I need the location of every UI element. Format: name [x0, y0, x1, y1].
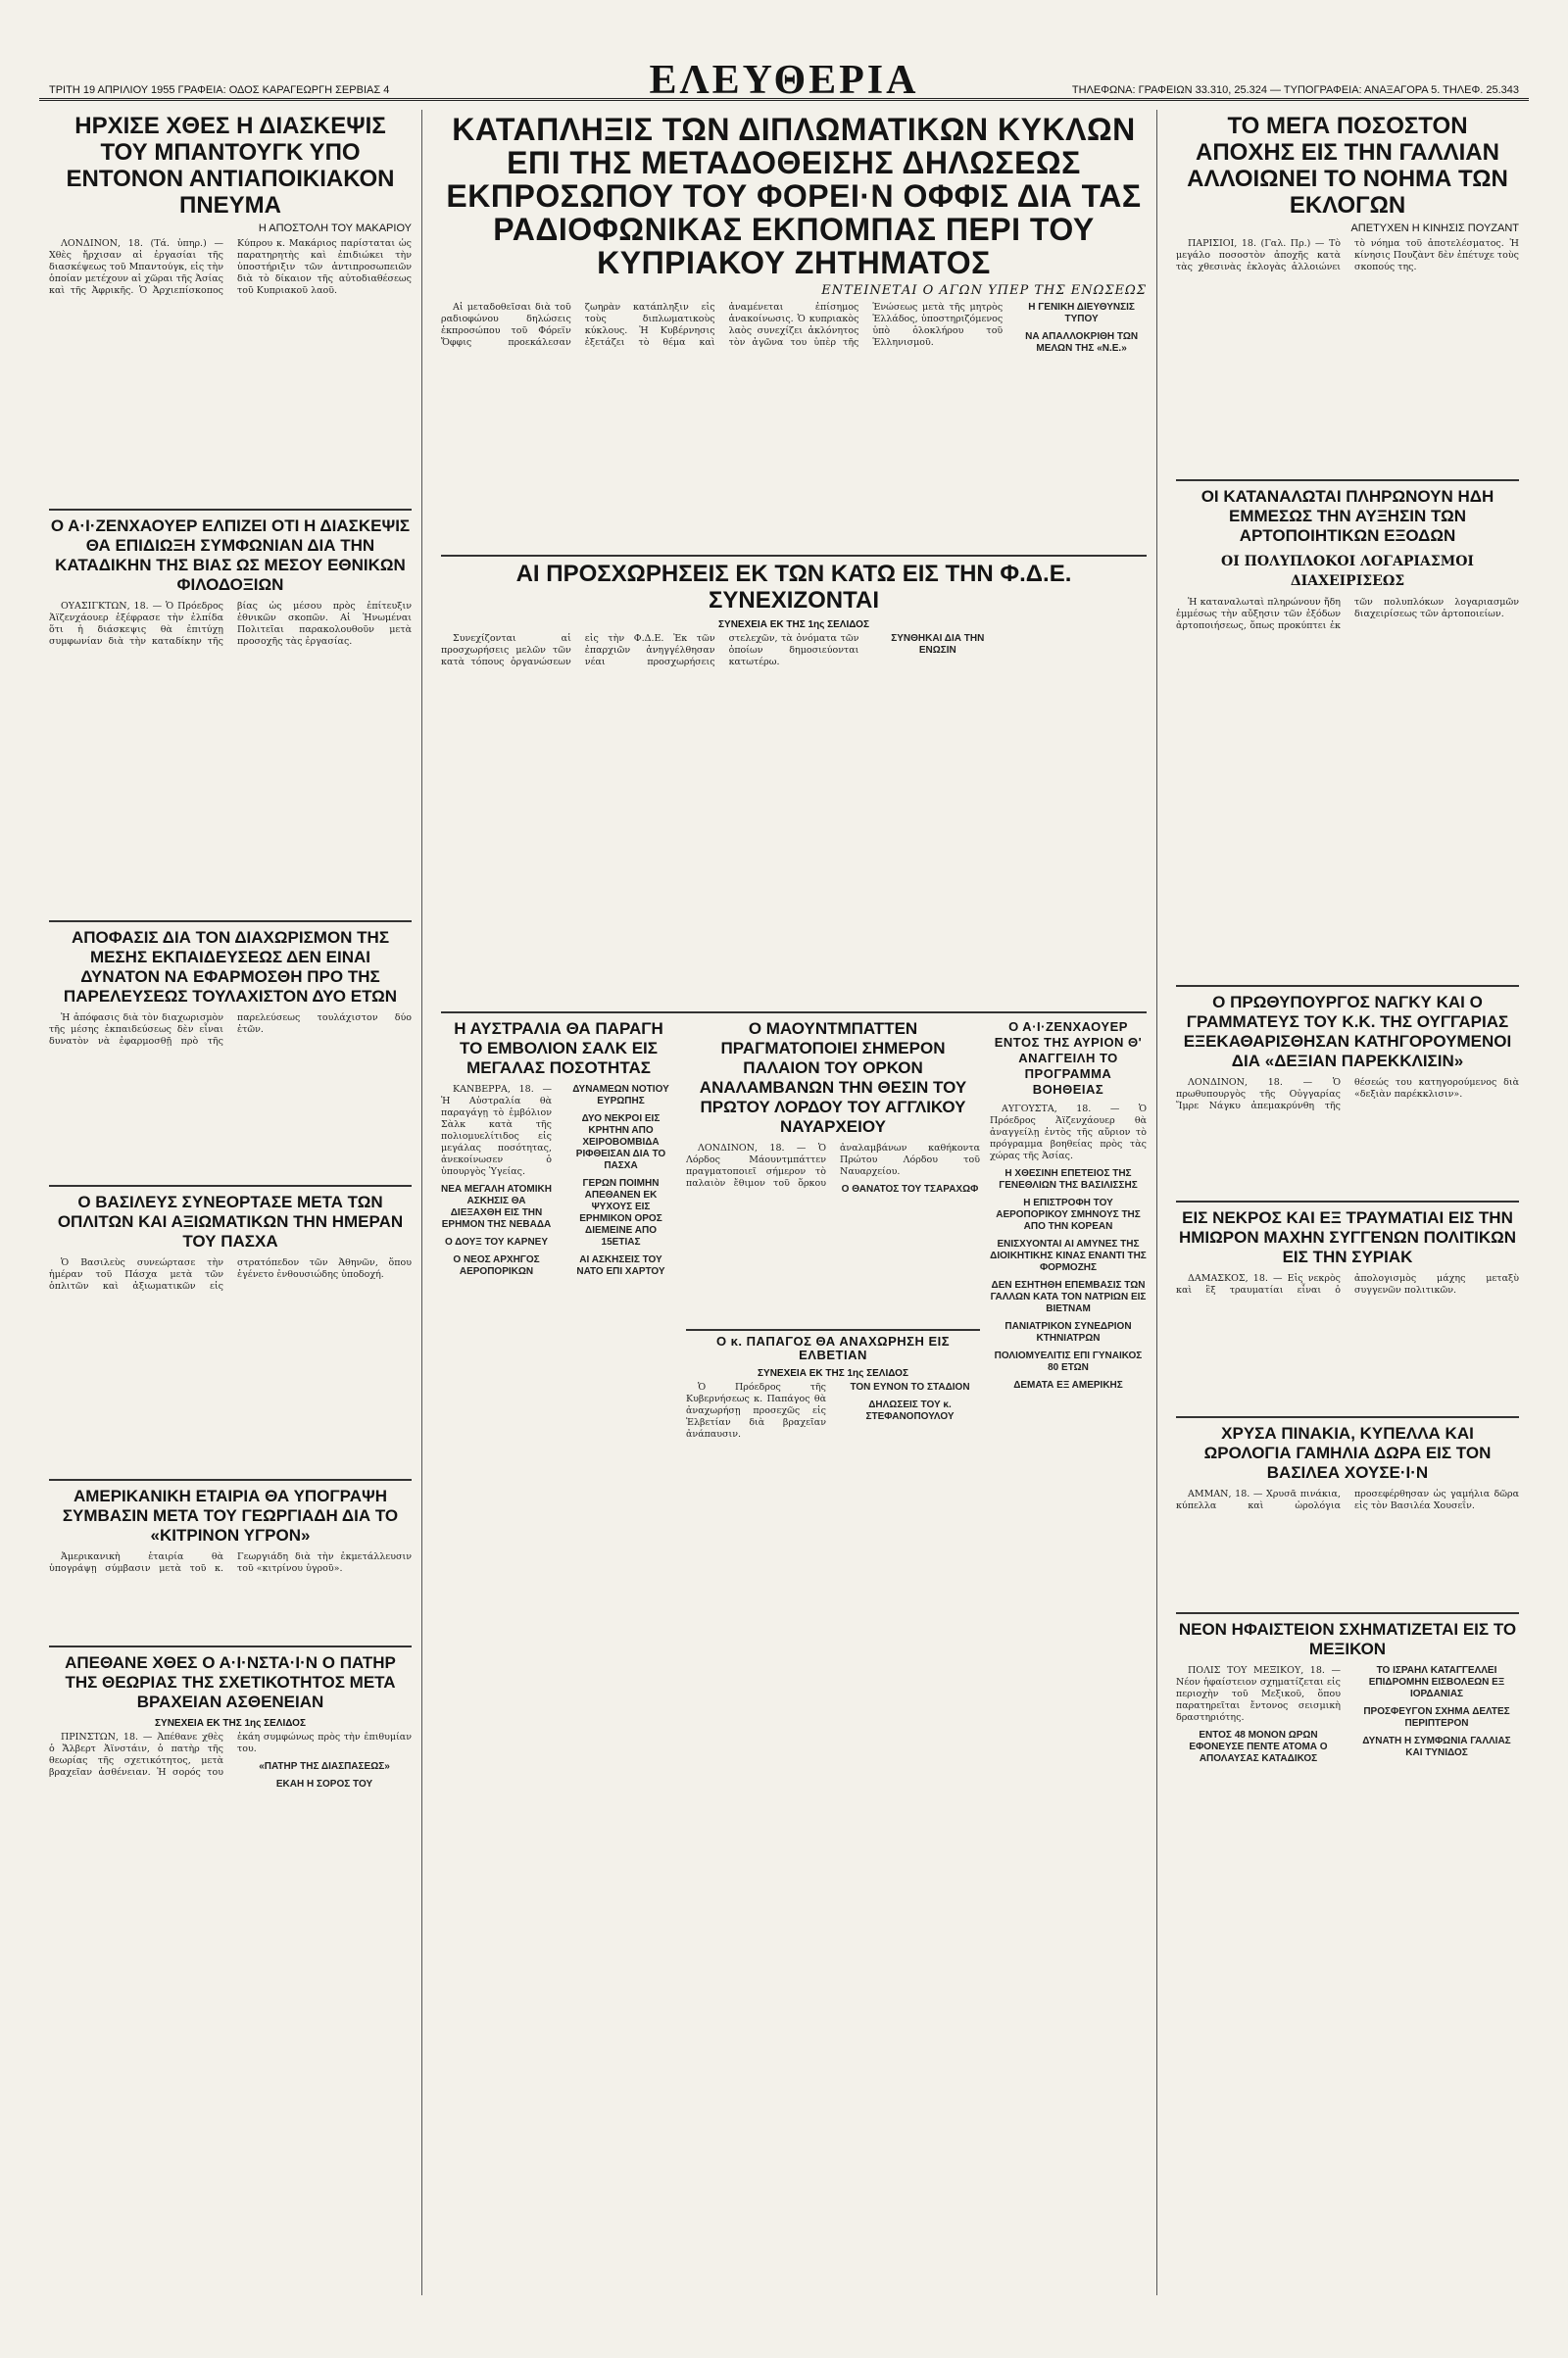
center-column: [431, 113, 1156, 2358]
continuation-label: ΣΥΝΕΧΕΙΑ ΕΚ ΤΗΣ 1ης ΣΕΛΙΔΟΣ: [718, 619, 869, 630]
article-body: [49, 1551, 412, 1640]
paragraph: ΟΥΑΣΙΓΚΤΩΝ, 18. — Ὁ Πρόεδρος Ἀϊζενχάουερ ἐξέφρασε τὴν ἐλπίδα ὅτι ἡ διάσκεψις θὰ ἐπιτύχῃ συμφωνίαν διὰ τὴν καταδίκην τῆς βίας ὡς μέσου πρὸς ἐπίτευξιν ἐθνικῶν σκοπῶν. Αἱ Ἠνωμέναι Πολιτεῖαι παρακολουθοῦν μετὰ προσοχῆς τὰς ἐργασίας.: [49, 601, 412, 647]
article-bread: [1176, 487, 1519, 979]
divider: [49, 1646, 412, 1647]
continuation-label: ΣΥΝΕΧΕΙΑ ΕΚ ΤΗΣ 1ης ΣΕΛΙΔΟΣ: [155, 1718, 306, 1729]
headline: Ο ΠΡΩΘΥΠΟΥΡΓΟΣ ΝΑΓΚΥ ΚΑΙ Ο ΓΡΑΜΜΑΤΕΥΣ ΤΟΥ Κ.Κ. ΤΗΣ ΟΥΓΓΑΡΙΑΣ ΕΞΕΚΑΘΑΡΙΣΘΗΣΑΝ ΚΑΤΗΓΟΡΟΥΜΕΝΟΙ ΔΙΑ «ΔΕΞΙΑΝ ΠΑΡΕΚΚΛΙΣΙΝ»: [1183, 993, 1512, 1070]
column-rule: [421, 110, 422, 2295]
lead-headline: ΚΑΤΑΠΛΗΞΙΣ ΤΩΝ ΔΙΠΛΩΜΑΤΙΚΩΝ ΚΥΚΛΩΝ ΕΠΙ ΤΗΣ ΜΕΤΑΔΟΘΕΙΣΗΣ ΔΗΛΩΣΕΩΣ ΕΚΠΡΟΣΩΠΟΥ ΤΟΥ ΦΟΡΕΙ·Ν ΟΦΦΙΣ ΔΙΑ ΤΑΣ ΡΑΔΙΟΦΩΝΙΚΑΣ ΕΚΠΟΜΠΑΣ ΠΕΡΙ ΤΟΥ ΚΥΠΡΙΑΚΟΥ ΖΗΤΗΜΑΤΟΣ: [446, 112, 1142, 280]
paragraph: Συνεχίζονται αἱ προσχωρήσεις μελῶν τῶν κατὰ τόπους ὀργανώσεων εἰς τὴν Φ.Δ.Ε. Ἐκ τῶν ἐπαρχιῶν ἀνηγγέλθησαν νέαι προσχωρήσεις στελεχῶν, τὰ ὀνόματα τῶν ὁποίων δημοσιεύονται κατωτέρω.: [441, 633, 859, 667]
subhead: ΤΟΝ ΕΥΝΟΝ ΤΟ ΣΤΑΔΙΟΝ: [850, 1382, 970, 1393]
headline: ΑΜΕΡΙΚΑΝΙΚΗ ΕΤΑΙΡΙΑ ΘΑ ΥΠΟΓΡΑΨΗ ΣΥΜΒΑΣΙΝ ΜΕΤΑ ΤΟΥ ΓΕΩΡΓΙΑΔΗ ΔΙΑ ΤΟ «ΚΙΤΡΙΝΟΝ ΥΓΡΟΝ»: [62, 1487, 399, 1545]
article-lead: [441, 113, 1147, 547]
article-body: [1176, 1665, 1519, 2292]
article-einstein: [49, 1653, 412, 2281]
paragraph: Αἱ μεταδοθεῖσαι διὰ τοῦ ραδιοφώνου δηλώσεις ἐκπροσώπου τοῦ Φόρεϊν Ὄφφις προεκάλεσαν ζωηρὰν κατάπληξιν εἰς τοὺς διπλωματικοὺς κύκλους. Ἡ Κυβέρνησις ἐξετάζει τὸ θέμα καὶ ἀναμένεται ἐπίσημος ἀνακοίνωσις. Ὁ κυπριακὸς λαὸς συνεχίζει ἀκλόνητος τὸν ἀγῶνα του ὑπὲρ τῆς Ἑνώσεως μετὰ τῆς μητρὸς Ἑλλάδος, ὑποστηριζόμενος ὑπὸ ὁλοκλήρου τοῦ Ἑλληνισμοῦ.: [441, 302, 1004, 348]
article-gifts: [1176, 1424, 1519, 1606]
subhead: ΑΙ ΑΣΚΗΣΕΙΣ ΤΟΥ ΝΑΤΟ ΕΠΙ ΧΑΡΤΟΥ: [576, 1254, 665, 1277]
masthead: [39, 0, 1529, 101]
contact-phones: ΤΗΛΕΦΩΝΑ: ΓΡΑΦΕΙΩΝ 33.310, 25.324 — ΤΥΠΟΓΡΑΦΕΙΑ: ΑΝΑΞΑΓΟΡΑ 5. ΤΗΛΕΦ. 25.343: [1071, 84, 1519, 96]
paragraph: ΛΟΝΔΙΝΟΝ, 18. — Ὁ Λόρδος Μάουντμπάττεν πραγματοποιεῖ σήμερον τὸ παλαιὸν ἔθιμον τοῦ ὅρκου ἀναλαμβάνων καθήκοντα Πρώτου Λόρδου τοῦ Ναυαρχείου.: [686, 1143, 980, 1189]
article-france: [1176, 113, 1519, 473]
headline: Ο Α·Ι·ΖΕΝΧΑΟΥΕΡ ΕΝΤΟΣ ΤΗΣ ΑΥΡΙΟΝ Θ' ΑΝΑΓΓΕΙΛΗ ΤΟ ΠΡΟΓΡΑΜΜΑ ΒΟΗΘΕΙΑΣ: [994, 1019, 1143, 1097]
subhead: ΔΥΟ ΝΕΚΡΟΙ ΕΙΣ ΚΡΗΤΗΝ ΑΠΟ ΧΕΙΡΟΒΟΜΒΙΔΑ ΡΙΦΘΕΙΣΑΝ ΔΙΑ ΤΟ ΠΑΣΧΑ: [575, 1113, 666, 1171]
paragraph: ΔΑΜΑΣΚΟΣ, 18. — Εἷς νεκρὸς καὶ ἓξ τραυματίαι εἶναι ὁ ἀπολογισμὸς μάχης μεταξὺ συγγενῶν πολιτικῶν.: [1176, 1273, 1519, 1296]
article-mexico: [1176, 1620, 1519, 2292]
paragraph: Ὁ Πρόεδρος τῆς Κυβερνήσεως κ. Παπάγος θὰ ἀναχωρήσῃ προσεχῶς εἰς Ἑλβετίαν διὰ βραχεῖαν ἀνάπαυσιν.: [686, 1382, 826, 1440]
paragraph: ΠΡΙΝΣΤΩΝ, 18. — Ἀπέθανε χθὲς ὁ Ἄλβερτ Ἀϊνστάιν, ὁ πατὴρ τῆς θεωρίας τῆς σχετικότητος, μετὰ βραχεῖαν ἀσθένειαν. Ἡ σορός του ἐκάη συμφώνως πρὸς τὴν ἐπιθυμίαν του.: [49, 1732, 412, 1778]
column-rule: [1156, 110, 1157, 2295]
article-body: [49, 1732, 412, 2281]
subhead: ΤΟ ΙΣΡΑΗΛ ΚΑΤΑΓΓΕΛΛΕΙ ΕΠΙΔΡΟΜΗΝ ΕΙΣΒΟΛΕΩΝ ΕΞ ΙΟΡΔΑΝΙΑΣ: [1368, 1665, 1505, 1699]
headline: Ο ΒΑΣΙΛΕΥΣ ΣΥΝΕΟΡΤΑΣΕ ΜΕΤΑ ΤΩΝ ΟΠΛΙΤΩΝ ΚΑΙ ΑΞΙΩΜΑΤΙΚΩΝ ΤΗΝ ΗΜΕΡΑΝ ΤΟΥ ΠΑΣΧΑ: [57, 1193, 404, 1251]
subhead: ΝΑ ΑΠΑΛΛΟΚΡΙΘΗ ΤΩΝ ΜΕΛΩΝ ΤΗΣ «Ν.Ε.»: [1025, 331, 1139, 354]
paragraph: Ἡ ἀπόφασις διὰ τὸν διαχωρισμὸν τῆς μέσης ἐκπαιδεύσεως δὲν εἶναι δυνατὸν νὰ ἐφαρμοσθῇ πρὸ τῆς παρελεύσεως τουλάχιστον δύο ἐτῶν.: [49, 1012, 412, 1047]
headline: Ο ΜΑΟΥΝΤΜΠΑΤΤΕΝ ΠΡΑΓΜΑΤΟΠΟΙΕΙ ΣΗΜΕΡΟΝ ΠΑΛΑΙΟΝ ΤΟΥ ΟΡΚΟΝ ΑΝΑΛΑΜΒΑΝΩΝ ΤΗΝ ΘΕΣΙΝ ΤΟΥ ΠΡΩΤΟΥ ΛΟΡΔΟΥ ΤΟΥ ΑΓΓΛΙΚΟΥ ΝΑΥΑΡΧΕΙΟΥ: [699, 1019, 967, 1136]
article-body: [49, 1257, 412, 1473]
subhead: Η ΧΘΕΣΙΝΗ ΕΠΕΤΕΙΟΣ ΤΗΣ ΓΕΝΕΘΛΙΩΝ ΤΗΣ ΒΑΣΙΛΙΣΣΗΣ: [999, 1168, 1138, 1191]
subhead: Η ΓΕΝΙΚΗ ΔΙΕΥΘΥΝΣΙΣ ΤΥΠΟΥ: [1028, 302, 1135, 324]
divider: [49, 920, 412, 922]
divider: [49, 1479, 412, 1481]
article-syria: [1176, 1208, 1519, 1410]
subheadline: ΟΙ ΠΟΛΥΠΛΟΚΟΙ ΛΟΓΑΡΙΑΣΜΟΙ ΔΙΑΧΕΙΡΙΣΕΩΣ: [1221, 554, 1474, 589]
article-aid: [990, 1019, 1147, 2201]
divider: [49, 509, 412, 511]
headline: ΤΟ ΜΕΓΑ ΠΟΣΟΣΤΟΝ ΑΠΟΧΗΣ ΕΙΣ ΤΗΝ ΓΑΛΛΙΑΝ ΑΛΛΟΙΩΝΕΙ ΤΟ ΝΟΗΜΑ ΤΩΝ ΕΚΛΟΓΩΝ: [1187, 113, 1508, 219]
headline: Ο Α·Ι·ΖΕΝΧΑΟΥΕΡ ΕΛΠΙΖΕΙ ΟΤΙ Η ΔΙΑΣΚΕΨΙΣ ΘΑ ΕΠΙΔΙΩΞΗ ΣΥΜΦΩΝΙΑΝ ΔΙΑ ΤΗΝ ΚΑΤΑΔΙΚΗΝ ΤΗΣ ΒΙΑΣ ΩΣ ΜΕΣΟΥ ΕΘΝΙΚΩΝ ΦΙΛΟΔΟΞΙΩΝ: [50, 516, 411, 594]
lead-subheadline: ΕΝΤΕΙΝΕΤΑΙ Ο ΑΓΩΝ ΥΠΕΡ ΤΗΣ ΕΝΩΣΕΩΣ: [821, 283, 1147, 298]
subhead: ΠΡΟΣΦΕΥΓΟΝ ΣΧΗΜΑ ΔΕΛΤΕΣ ΠΕΡΙΠΤΕΡΟΝ: [1363, 1706, 1510, 1729]
article-adenauer: [49, 516, 412, 914]
paragraph: ΠΑΡΙΣΙΟΙ, 18. (Γαλ. Πρ.) — Τὸ μεγάλο ποσοστὸν ἀποχῆς κατὰ τὰς χθεσινὰς ἐκλογὰς ἀλλοιώνει τὸ νόημα τοῦ ἀποτελέσματος. Ἡ κίνησις Πουζὰντ δὲν ἐπέτυχε τοὺς σκοπούς της.: [1176, 238, 1519, 272]
divider: [49, 1185, 412, 1187]
divider: [441, 1011, 1147, 1013]
subhead: ΠΑΝΙΑΤΡΙΚΟΝ ΣΥΝΕΔΡΙΟΝ ΚΤΗΝΙΑΤΡΩΝ: [1004, 1321, 1132, 1344]
paragraph: ΠΟΛΙΣ ΤΟΥ ΜΕΞΙΚΟΥ, 18. — Νέον ἡφαίστειον σχηματίζεται εἰς περιοχὴν τοῦ Μεξικοῦ, ὅπου παρατηρεῖται ἔντονος σεισμικὴ δραστηριότης.: [1176, 1665, 1341, 1723]
headline: ΗΡΧΙΣΕ ΧΘΕΣ Η ΔΙΑΣΚΕΨΙΣ ΤΟΥ ΜΠΑΝΤΟΥΓΚ ΥΠΟ ΕΝΤΟΝΟΝ ΑΝΤΙΑΠΟΙΚΙΑΚΟΝ ΠΝΕΥΜΑ: [66, 113, 395, 219]
dateline: ΤΡΙΤΗ 19 ΑΠΡΙΛΙΟΥ 1955 ΓΡΑΦΕΙΑ: ΟΔΟΣ ΚΑΡΑΓΕΩΡΓΗ ΣΕΡΒΙΑΣ 4: [49, 84, 390, 96]
article-body: [441, 302, 1147, 547]
article-australia: [441, 1019, 676, 2358]
article-nagy: [1176, 993, 1519, 1195]
article-american: [49, 1487, 412, 1640]
article-body: [990, 1104, 1147, 2201]
subhead: ΔΕΝ ΕΣΗΤΗΘΗ ΕΠΕΜΒΑΣΙΣ ΤΩΝ ΓΑΛΛΩΝ ΚΑΤΑ ΤΟΝ ΝΑΤΡΙΩΝ ΕΙΣ ΒΙΕΤΝΑΜ: [990, 1280, 1147, 1314]
article-makarios: [49, 113, 412, 503]
article-mountbatten: [686, 1019, 980, 2201]
article-body: [1176, 1489, 1519, 1606]
headline: ΝΕΟΝ ΗΦΑΙΣΤΕΙΟΝ ΣΧΗΜΑΤΙΖΕΤΑΙ ΕΙΣ ΤΟ ΜΕΞΙΚΟΝ: [1178, 1620, 1517, 1658]
subhead: Ο ΔΟΥΞ ΤΟΥ ΚΑΡΝΕΥ: [444, 1237, 549, 1248]
subhead: ΕΚΑΗ Η ΣΟΡΟΣ ΤΟΥ: [275, 1779, 373, 1790]
article-body: [1176, 1077, 1519, 1195]
subhead: ΔΥΝΑΤΗ Η ΣΥΜΦΩΝΙΑ ΓΑΛΛΙΑΣ ΚΑΙ ΤΥΝΙΔΟΣ: [1362, 1736, 1511, 1758]
subhead: Ο ΘΑΝΑΤΟΣ ΤΟΥ ΤΣΑΡΑΧΩΦ: [841, 1184, 979, 1195]
subhead: ΝΕΑ ΜΕΓΑΛΗ ΑΤΟΜΙΚΗ ΑΣΚΗΣΙΣ ΘΑ ΔΙΕΞΑΧΘΗ ΕΙΣ ΤΗΝ ΕΡΗΜΟΝ ΤΗΣ ΝΕΒΑΔΑ: [441, 1184, 552, 1230]
headline: Η ΑΥΣΤΡΑΛΙΑ ΘΑ ΠΑΡΑΓΗ ΤΟ ΕΜΒΟΛΙΟΝ ΣΑΛΚ ΕΙΣ ΜΕΓΑΛΑΣ ΠΟΣΟΤΗΤΑΣ: [454, 1019, 663, 1077]
right-column: [1166, 113, 1529, 2292]
article-king: [49, 1193, 412, 1473]
article-education: [49, 928, 412, 1179]
subhead: ΕΝΙΣΧΥΟΝΤΑΙ ΑΙ ΑΜΥΝΕΣ ΤΗΣ ΔΙΟΙΚΗΤΙΚΗΣ ΚΙΝΑΣ ΕΝΑΝΤΙ ΤΗΣ ΦΟΡΜΟΖΗΣ: [990, 1239, 1147, 1273]
subhead: ΕΝΤΟΣ 48 ΜΟΝΟΝ ΩΡΩΝ ΕΦΟΝΕΥΣΕ ΠΕΝΤΕ ΑΤΟΜΑ Ο ΑΠΟΛΑΥΣΑΣ ΚΑΤΑΔΙΚΟΣ: [1189, 1730, 1328, 1764]
paragraph: ΛΟΝΔΙΝΟΝ, 18. (Τά. ὑπηρ.) — Χθὲς ἤρχισαν αἱ ἐργασίαι τῆς διασκέψεως τοῦ Μπαντούγκ, εἰς τὴν ὁποίαν μετέχουν αἱ χῶραι τῆς Ἀσίας καὶ τῆς Ἀφρικῆς. Ὁ Ἀρχιεπίσκοπος Κύπρου κ. Μακάριος παρίσταται ὡς παρατηρητὴς καὶ ἐπιδιώκει τὴν ὑποστήριξιν τῶν ἀντιπροσωπειῶν διὰ τὸ δίκαιον τῆς αὐτοδιαθέσεως τοῦ Κυπριακοῦ λαοῦ.: [49, 238, 412, 296]
headline: ΟΙ ΚΑΤΑΝΑΛΩΤΑΙ ΠΛΗΡΩΝΟΥΝ ΗΔΗ ΕΜΜΕΣΩΣ ΤΗΝ ΑΥΞΗΣΙΝ ΤΩΝ ΑΡΤΟΠΟΙΗΤΙΚΩΝ ΕΞΟΔΩΝ: [1200, 487, 1494, 545]
article-body: [441, 633, 1147, 1006]
left-column: [39, 113, 421, 2281]
paragraph: Ὁ Βασιλεὺς συνεώρτασε τὴν ἡμέραν τοῦ Πάσχα μετὰ τῶν ὁπλιτῶν καὶ ἀξιωματικῶν εἰς στρατόπεδον τῶν Ἀθηνῶν, ὅπου ἐγένετο ἐνθουσιώδης ὑποδοχή.: [49, 1257, 412, 1292]
subhead: Ο ΝΕΟΣ ΑΡΧΗΓΟΣ ΑΕΡΟΠΟΡΙΚΩΝ ΔΥΝΑΜΕΩΝ ΝΟΤΙΟΥ ΕΥΡΩΠΗΣ: [453, 1084, 669, 1277]
continuation-label: ΣΥΝΕΧΕΙΑ ΕΚ ΤΗΣ 1ης ΣΕΛΙΔΟΣ: [758, 1368, 908, 1379]
headline: ΧΡΥΣΑ ΠΙΝΑΚΙΑ, ΚΥΠΕΛΛΑ ΚΑΙ ΩΡΟΛΟΓΙΑ ΓΑΜΗΛΙΑ ΔΩΡΑ ΕΙΣ ΤΟΝ ΒΑΣΙΛΕΑ ΧΟΥΣΕ·Ι·Ν: [1203, 1424, 1492, 1482]
article-body: [49, 238, 412, 503]
paragraph: Ἀμερικανικὴ ἑταιρία θὰ ὑπογράψῃ σύμβασιν μετὰ τοῦ κ. Γεωργιάδη διὰ τὴν ἐκμετάλλευσιν τοῦ «κιτρίνου ὑγροῦ».: [49, 1551, 412, 1574]
article-fde: [441, 561, 1147, 1006]
headline: ΑΙ ΠΡΟΣΧΩΡΗΣΕΙΣ ΕΚ ΤΩΝ ΚΑΤΩ ΕΙΣ ΤΗΝ Φ.Δ.Ε. ΣΥΝΕΧΙΖΟΝΤΑΙ: [515, 561, 1072, 614]
headline: Ο κ. ΠΑΠΑΓΟΣ ΘΑ ΑΝΑΧΩΡΗΣΗ ΕΙΣ ΕΛΒΕΤΙΑΝ: [715, 1334, 951, 1362]
subhead: ΠΟΛΙΟΜΥΕΛΙΤΙΣ ΕΠΙ ΓΥΝΑΙΚΟΣ 80 ΕΤΩΝ: [994, 1351, 1143, 1373]
subhead: ΔΗΛΩΣΕΙΣ ΤΟΥ κ. ΣΤΕΦΑΝΟΠΟΥΛΟΥ: [865, 1400, 955, 1422]
subhead: ΔΕΜΑΤΑ ΕΞ ΑΜΕΡΙΚΗΣ: [1013, 1380, 1123, 1391]
subhead: Η ΕΠΙΣΤΡΟΦΗ ΤΟΥ ΑΕΡΟΠΟΡΙΚΟΥ ΣΜΗΝΟΥΣ ΤΗΣ ΑΠΟ ΤΗΝ ΚΟΡΕΑΝ: [996, 1198, 1141, 1232]
paragraph: Ἡ καταναλωταὶ πληρώνουν ἤδη ἐμμέσως τὴν αὔξησιν τῶν ἐξόδων ἀρτοποιήσεως, ὅπως προκύπτει ἐκ τῶν πολυπλόκων λογαριασμῶν διαχειρίσεως τῶν ἀρτοποιείων.: [1176, 597, 1519, 631]
article-body: [441, 1084, 676, 2358]
article-body: [49, 1012, 412, 1179]
article-body: [1176, 597, 1519, 979]
byline: ΑΠΕΤΥΧΕΝ Η ΚΙΝΗΣΙΣ ΠΟΥΖΑΝΤ: [1350, 222, 1519, 234]
headline: ΑΠΕΘΑΝΕ ΧΘΕΣ Ο Α·Ι·ΝΣΤΑ·Ι·Ν Ο ΠΑΤΗΡ ΤΗΣ ΘΕΩΡΙΑΣ ΤΗΣ ΣΧΕΤΙΚΟΤΗΤΟΣ ΜΕΤΑ ΒΡΑΧΕΙΑΝ ΑΣΘΕΝΕΙΑΝ: [65, 1653, 396, 1711]
subhead: ΓΕΡΩΝ ΠΟΙΜΗΝ ΑΠΕΘΑΝΕΝ ΕΚ ΨΥΧΟΥΣ ΕΙΣ ΕΡΗΜΙΚΟΝ ΟΡΟΣ ΔΙΕΜΕΙΝΕ ΑΠΟ 15ΕΤΙΑΣ: [579, 1178, 662, 1248]
lower-center: [441, 1019, 1147, 2358]
paragraph: ΛΟΝΔΙΝΟΝ, 18. — Ὁ πρωθυπουργὸς τῆς Οὐγγαρίας Ἴμρε Νάγκυ ἀπεμακρύνθη τῆς θέσεώς του κατηγορούμενος διὰ «δεξιὰν παρέκκλισιν».: [1176, 1077, 1519, 1111]
byline: Η ΑΠΟΣΤΟΛΗ ΤΟΥ ΜΑΚΑΡΙΟΥ: [258, 222, 412, 234]
article-body: [1176, 1273, 1519, 1410]
paragraph: ΑΥΓΟΥΣΤΑ, 18. — Ὁ Πρόεδρος Ἀϊζενχάουερ θὰ ἀναγγείλῃ ἐντὸς τῆς αὔριον τὸ πρόγραμμα βοηθείας πρὸς τὰς χώρας τῆς Ἀσίας.: [990, 1104, 1147, 1161]
center-right-stack: [686, 1019, 1147, 2358]
headline: ΕΙΣ ΝΕΚΡΟΣ ΚΑΙ ΕΞ ΤΡΑΥΜΑΤΙΑΙ ΕΙΣ ΤΗΝ ΗΜΙΩΡΟΝ ΜΑΧΗΝ ΣΥΓΓΕΝΩΝ ΠΟΛΙΤΙΚΩΝ ΕΙΣ ΤΗΝ ΣΥΡΙΑΚ: [1178, 1208, 1517, 1266]
newspaper-title: ΕΛΕΥΘΕΡΙΑ: [649, 58, 919, 103]
paragraph: ΚΑΝΒΕΡΡΑ, 18. — Ἡ Αὐστραλία θὰ παραγάγῃ τὸ ἐμβόλιον Σὰλκ κατὰ τῆς πολιομυελίτιδος εἰς μεγάλας ποσότητας, ἀνεκοίνωσεν ὁ ὑπουργὸς Ὑγείας.: [441, 1084, 552, 1177]
headline: ΑΠΟΦΑΣΙΣ ΔΙΑ ΤΟΝ ΔΙΑΧΩΡΙΣΜΟΝ ΤΗΣ ΜΕΣΗΣ ΕΚΠΑΙΔΕΥΣΕΩΣ ΔΕΝ ΕΙΝΑΙ ΔΥΝΑΤΟΝ ΝΑ ΕΦΑΡΜΟΣΘΗ ΠΡΟ ΤΗΣ ΠΑΡΕΛΕΥΣΕΩΣ ΤΟΥΛΑΧΙΣΤΟΝ ΔΥΟ ΕΤΩΝ: [63, 928, 398, 1006]
divider: [441, 555, 1147, 557]
subhead: «ΠΑΤΗΡ ΤΗΣ ΔΙΑΣΠΑΣΕΩΣ»: [259, 1761, 390, 1772]
article-body: [49, 601, 412, 914]
paragraph: ΑΜΜΑΝ, 18. — Χρυσᾶ πινάκια, κύπελλα καὶ ὡρολόγια προσεφέρθησαν ὡς γαμήλια δῶρα εἰς τὸν Βασιλέα Χουσεΐν.: [1176, 1489, 1519, 1511]
subhead: ΣΥΝΘΗΚΑΙ ΔΙΑ ΤΗΝ ΕΝΩΣΙΝ: [891, 633, 985, 656]
article-body: [1176, 238, 1519, 473]
